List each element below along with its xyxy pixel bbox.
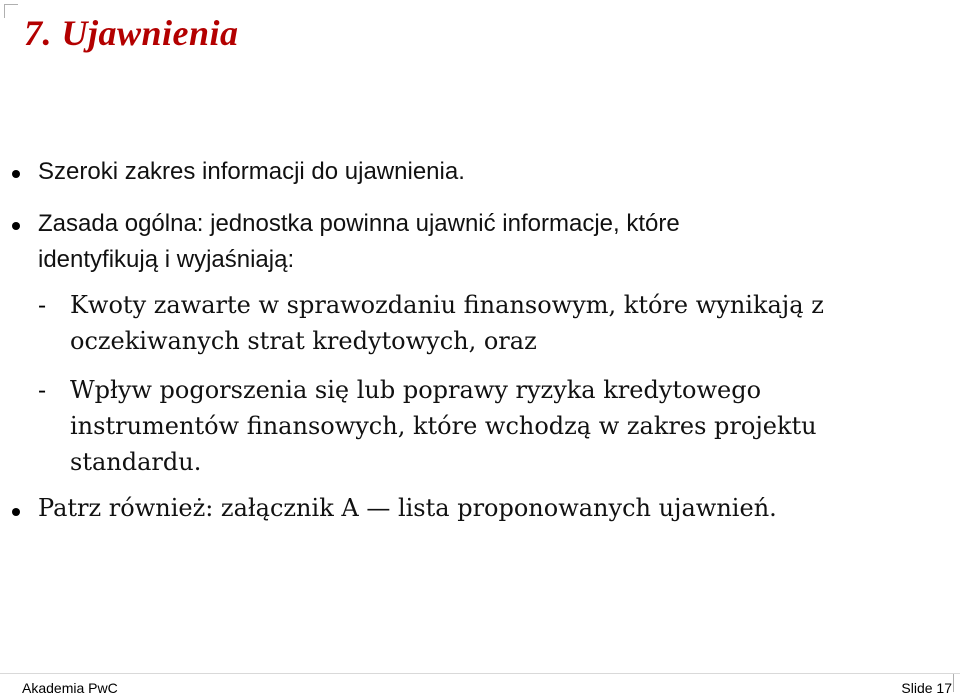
corner-mark [4,4,18,18]
sub-item-marker: - [38,291,47,319]
sub-item-text-continued: instrumentów finansowych, które wchodzą w zakres projektu [70,412,817,440]
bullet-text: Szeroki zakres informacji do ujawnienia. [38,158,465,185]
bullet-marker [12,170,20,178]
bullet-text-continued: identyfikują i wyjaśniają: [38,246,295,273]
bullet-marker [12,222,20,230]
slide-title: 7. Ujawnienia [24,13,239,53]
bullet-text: Patrz również: załącznik A — lista proponowanych ujawnień. [38,494,777,522]
sub-item-text: Wpływ pogorszenia się lub poprawy ryzyka kredytowego [70,376,762,404]
footer-brand: Akademia PwC [22,680,118,696]
bullet-text: Zasada ogólna: jednostka powinna ujawnić informacje, które [38,210,680,237]
sub-item-text: Kwoty zawarte w sprawozdaniu finansowym, które wynikają z [70,291,824,319]
slide-number: Slide 17 [901,680,952,696]
footer-divider [0,673,960,674]
sub-item-marker: - [38,376,47,404]
sub-item-text-continued: oczekiwanych strat kredytowych, oraz [70,327,537,355]
sub-item-text-continued: standardu. [70,448,202,476]
bullet-marker [12,508,20,516]
footer-tick [953,674,954,692]
